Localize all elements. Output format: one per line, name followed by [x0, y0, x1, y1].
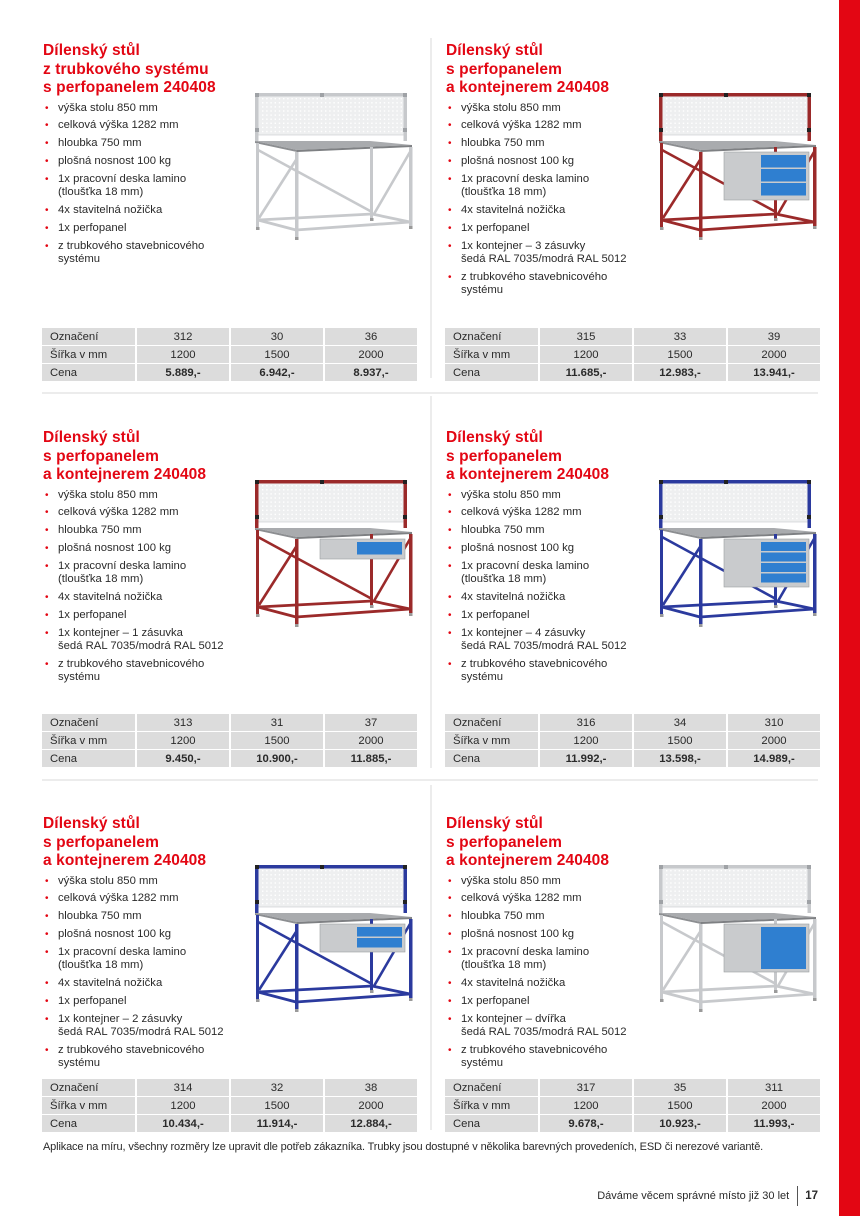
bullet-icon: • [448, 240, 452, 252]
table-cell: 315 [540, 328, 632, 345]
row-label: Označení [42, 714, 135, 731]
spec-text: z trubkového stavebnicového systému [58, 239, 205, 266]
table-cell: 1200 [540, 1097, 632, 1114]
table-cell: 1500 [634, 732, 726, 749]
table-cell: 313 [137, 714, 229, 731]
table-cell: 30 [231, 328, 323, 345]
spec-text: celková výška 1282 mm [58, 506, 179, 519]
bullet-icon: • [448, 1044, 452, 1056]
table-cell: 13.941,- [728, 364, 820, 381]
workbench-product-image [656, 862, 821, 1017]
spec-text: hloubka 750 mm [461, 910, 545, 923]
page-footer [597, 1186, 818, 1206]
bullet-icon: • [45, 102, 49, 114]
bullet-icon: • [448, 591, 452, 603]
spec-text: 1x pracovní deska lamino (tloušťka 18 mm) [461, 559, 590, 586]
spec-text: 4x stavitelná nožička [461, 203, 566, 216]
bullet-icon: • [45, 946, 49, 958]
bullet-icon: • [448, 173, 452, 185]
bullet-icon: • [448, 525, 452, 537]
bullet-icon: • [45, 138, 49, 150]
spec-text: 4x stavitelná nožička [461, 590, 566, 603]
bullet-icon: • [45, 875, 49, 887]
row-label: Šířka v mm [445, 346, 538, 363]
product-title: Dílenský stůl s perfopanelem a kontejnerem 240408 [446, 42, 610, 96]
spec-text: 1x kontejner – 1 zásuvka šedá RAL 7035/modrá RAL 5012 [58, 626, 224, 653]
bullet-icon: • [448, 609, 452, 621]
table-cell: 1500 [231, 1097, 323, 1114]
bullet-icon: • [448, 542, 452, 554]
bullet-icon: • [448, 893, 452, 905]
spec-text: 1x kontejner – dvířka šedá RAL 7035/modrá RAL 5012 [461, 1012, 627, 1039]
row-label: Označení [445, 328, 538, 345]
row-designation [42, 714, 417, 731]
bullet-icon: • [448, 946, 452, 958]
table-cell: 2000 [325, 732, 417, 749]
row-label: Šířka v mm [42, 346, 135, 363]
brand-side-bar [839, 0, 860, 1216]
table-cell: 10.900,- [231, 750, 323, 767]
spec-item [446, 271, 824, 298]
spec-text: 1x perfopanel [461, 994, 530, 1007]
bullet-icon: • [45, 1044, 49, 1056]
row-price [42, 364, 417, 381]
row-label: Označení [445, 1079, 538, 1096]
row-designation [445, 1079, 820, 1096]
customization-note: Aplikace na míru, všechny rozměry lze upravit dle potřeb zákazníka. Trubky jsou dostupné v několika barevných provedeních, ESD či nerezové variantě. [43, 1141, 764, 1153]
row-price [42, 750, 417, 767]
bullet-icon: • [448, 120, 452, 132]
spec-text: celková výška 1282 mm [58, 119, 179, 132]
row-label: Šířka v mm [445, 732, 538, 749]
row-price [445, 364, 820, 381]
spec-text: plošná nosnost 100 kg [461, 927, 575, 940]
table-cell: 11.992,- [540, 750, 632, 767]
bullet-icon: • [448, 875, 452, 887]
spec-text: plošná nosnost 100 kg [58, 927, 172, 940]
bullet-icon: • [45, 560, 49, 572]
footer-separator [797, 1186, 798, 1206]
spec-text: 1x perfopanel [461, 608, 530, 621]
bullet-icon: • [448, 204, 452, 216]
table-cell: 34 [634, 714, 726, 731]
spec-text: 1x perfopanel [58, 221, 127, 234]
spec-text: celková výška 1282 mm [461, 892, 582, 905]
spec-item [446, 658, 824, 685]
bullet-icon: • [448, 155, 452, 167]
table-cell: 5.889,- [137, 364, 229, 381]
spec-text: 1x pracovní deska lamino (tloušťka 18 mm) [58, 172, 187, 199]
row-label: Cena [445, 1115, 538, 1132]
spec-text: 4x stavitelná nožička [58, 976, 163, 989]
table-cell: 2000 [728, 732, 820, 749]
table-cell: 14.989,- [728, 750, 820, 767]
table-cell: 1500 [634, 346, 726, 363]
table-cell: 1200 [540, 732, 632, 749]
table-cell: 9.678,- [540, 1115, 632, 1132]
row-width [445, 732, 820, 749]
spec-text: plošná nosnost 100 kg [461, 541, 575, 554]
spec-text: výška stolu 850 mm [461, 874, 561, 887]
bullet-icon: • [45, 204, 49, 216]
bullet-icon: • [448, 911, 452, 923]
row-label: Cena [42, 364, 135, 381]
bullet-icon: • [448, 928, 452, 940]
spec-text: z trubkového stavebnicového systému [461, 270, 608, 297]
spec-text: 4x stavitelná nožička [461, 976, 566, 989]
bullet-icon: • [45, 240, 49, 252]
workbench-product-image [656, 477, 821, 632]
table-cell: 11.685,- [540, 364, 632, 381]
table-cell: 2000 [728, 1097, 820, 1114]
spec-text: hloubka 750 mm [58, 910, 142, 923]
table-cell: 11.993,- [728, 1115, 820, 1132]
bullet-icon: • [45, 542, 49, 554]
bullet-icon: • [448, 489, 452, 501]
workbench-product-image [252, 90, 417, 245]
row-designation [42, 1079, 417, 1096]
spec-text: výška stolu 850 mm [58, 488, 158, 501]
spec-text: výška stolu 850 mm [58, 101, 158, 114]
row-price [42, 1115, 417, 1132]
table-cell: 35 [634, 1079, 726, 1096]
bullet-icon: • [45, 911, 49, 923]
row-label: Cena [445, 750, 538, 767]
table-cell: 31 [231, 714, 323, 731]
bullet-icon: • [448, 627, 452, 639]
table-cell: 1500 [231, 346, 323, 363]
row-width [445, 1097, 820, 1114]
table-cell: 11.885,- [325, 750, 417, 767]
row-label: Cena [42, 1115, 135, 1132]
table-cell: 11.914,- [231, 1115, 323, 1132]
table-cell: 9.450,- [137, 750, 229, 767]
price-table [40, 1078, 419, 1133]
workbench-product-image [656, 90, 821, 245]
bullet-icon: • [448, 271, 452, 283]
spec-text: 4x stavitelná nožička [58, 590, 163, 603]
bullet-icon: • [448, 560, 452, 572]
table-cell: 6.942,- [231, 364, 323, 381]
bullet-icon: • [448, 658, 452, 670]
table-cell: 316 [540, 714, 632, 731]
bullet-icon: • [448, 995, 452, 1007]
table-cell: 1500 [634, 1097, 726, 1114]
spec-text: 1x kontejner – 2 zásuvky šedá RAL 7035/modrá RAL 5012 [58, 1012, 224, 1039]
workbench-product-image [252, 862, 417, 1017]
column-divider [430, 38, 432, 378]
price-table [443, 1078, 822, 1133]
table-cell: 310 [728, 714, 820, 731]
product-title: Dílenský stůl z trubkového systému s perfopanelem 240408 [43, 42, 216, 96]
bullet-icon: • [45, 893, 49, 905]
row-label: Označení [42, 328, 135, 345]
table-cell: 317 [540, 1079, 632, 1096]
spec-text: výška stolu 850 mm [461, 101, 561, 114]
spec-text: hloubka 750 mm [58, 137, 142, 150]
spec-text: z trubkového stavebnicového systému [461, 1043, 608, 1070]
spec-text: plošná nosnost 100 kg [461, 154, 575, 167]
spec-text: výška stolu 850 mm [58, 874, 158, 887]
spec-text: 1x pracovní deska lamino (tloušťka 18 mm) [461, 945, 590, 972]
column-divider [430, 396, 432, 768]
row-label: Cena [445, 364, 538, 381]
bullet-icon: • [45, 155, 49, 167]
table-cell: 8.937,- [325, 364, 417, 381]
spec-text: celková výška 1282 mm [461, 506, 582, 519]
spec-text: hloubka 750 mm [461, 524, 545, 537]
table-cell: 33 [634, 328, 726, 345]
spec-item [43, 658, 421, 685]
table-cell: 2000 [325, 1097, 417, 1114]
bullet-icon: • [45, 995, 49, 1007]
bullet-icon: • [45, 977, 49, 989]
spec-text: celková výška 1282 mm [58, 892, 179, 905]
row-divider [42, 779, 818, 781]
row-divider [42, 392, 818, 394]
table-cell: 38 [325, 1079, 417, 1096]
table-cell: 37 [325, 714, 417, 731]
spec-text: hloubka 750 mm [461, 137, 545, 150]
table-cell: 2000 [728, 346, 820, 363]
table-cell: 32 [231, 1079, 323, 1096]
row-price [445, 1115, 820, 1132]
bullet-icon: • [45, 627, 49, 639]
spec-text: z trubkového stavebnicového systému [58, 657, 205, 684]
row-price [445, 750, 820, 767]
row-label: Označení [445, 714, 538, 731]
footer-slogan: Dáváme věcem správné místo již 30 let [597, 1190, 790, 1202]
product-title: Dílenský stůl s perfopanelem a kontejnerem 240408 [43, 815, 207, 869]
column-divider [430, 785, 432, 1130]
table-cell: 312 [137, 328, 229, 345]
spec-text: hloubka 750 mm [58, 524, 142, 537]
table-cell: 1200 [540, 346, 632, 363]
bullet-icon: • [45, 507, 49, 519]
price-table [40, 327, 419, 382]
bullet-icon: • [45, 489, 49, 501]
table-cell: 10.434,- [137, 1115, 229, 1132]
bullet-icon: • [448, 102, 452, 114]
spec-text: plošná nosnost 100 kg [58, 541, 172, 554]
bullet-icon: • [448, 977, 452, 989]
bullet-icon: • [45, 658, 49, 670]
row-width [445, 346, 820, 363]
row-width [42, 732, 417, 749]
table-cell: 12.884,- [325, 1115, 417, 1132]
table-cell: 1200 [137, 1097, 229, 1114]
spec-text: 1x pracovní deska lamino (tloušťka 18 mm) [58, 945, 187, 972]
table-cell: 311 [728, 1079, 820, 1096]
price-table [443, 713, 822, 768]
spec-text: 1x kontejner – 3 zásuvky šedá RAL 7035/modrá RAL 5012 [461, 239, 627, 266]
table-cell: 13.598,- [634, 750, 726, 767]
bullet-icon: • [448, 507, 452, 519]
page-number: 17 [805, 1190, 818, 1202]
table-cell: 314 [137, 1079, 229, 1096]
row-width [42, 1097, 417, 1114]
bullet-icon: • [448, 138, 452, 150]
row-designation [42, 328, 417, 345]
price-table [443, 327, 822, 382]
spec-text: celková výška 1282 mm [461, 119, 582, 132]
spec-text: 1x perfopanel [58, 994, 127, 1007]
table-cell: 1200 [137, 346, 229, 363]
table-cell: 36 [325, 328, 417, 345]
table-cell: 39 [728, 328, 820, 345]
spec-text: z trubkového stavebnicového systému [58, 1043, 205, 1070]
row-width [42, 346, 417, 363]
table-cell: 1500 [231, 732, 323, 749]
bullet-icon: • [45, 173, 49, 185]
bullet-icon: • [45, 525, 49, 537]
spec-text: z trubkového stavebnicového systému [461, 657, 608, 684]
spec-text: 1x perfopanel [461, 221, 530, 234]
bullet-icon: • [45, 591, 49, 603]
bullet-icon: • [448, 222, 452, 234]
row-designation [445, 328, 820, 345]
bullet-icon: • [448, 1013, 452, 1025]
product-title: Dílenský stůl s perfopanelem a kontejnerem 240408 [446, 815, 610, 869]
spec-text: výška stolu 850 mm [461, 488, 561, 501]
table-cell: 10.923,- [634, 1115, 726, 1132]
row-label: Šířka v mm [445, 1097, 538, 1114]
row-label: Cena [42, 750, 135, 767]
bullet-icon: • [45, 928, 49, 940]
price-table [40, 713, 419, 768]
spec-text: 1x perfopanel [58, 608, 127, 621]
workbench-product-image [252, 477, 417, 632]
product-title: Dílenský stůl s perfopanelem a kontejnerem 240408 [446, 429, 610, 483]
bullet-icon: • [45, 120, 49, 132]
spec-text: 1x pracovní deska lamino (tloušťka 18 mm) [461, 172, 590, 199]
row-label: Označení [42, 1079, 135, 1096]
bullet-icon: • [45, 1013, 49, 1025]
bullet-icon: • [45, 222, 49, 234]
table-cell: 1200 [137, 732, 229, 749]
spec-text: 4x stavitelná nožička [58, 203, 163, 216]
spec-text: 1x kontejner – 4 zásuvky šedá RAL 7035/modrá RAL 5012 [461, 626, 627, 653]
spec-text: plošná nosnost 100 kg [58, 154, 172, 167]
bullet-icon: • [45, 609, 49, 621]
row-label: Šířka v mm [42, 732, 135, 749]
row-designation [445, 714, 820, 731]
spec-item [446, 1044, 824, 1071]
spec-text: 1x pracovní deska lamino (tloušťka 18 mm) [58, 559, 187, 586]
spec-item [43, 1044, 421, 1071]
table-cell: 2000 [325, 346, 417, 363]
table-cell: 12.983,- [634, 364, 726, 381]
product-title: Dílenský stůl s perfopanelem a kontejnerem 240408 [43, 429, 207, 483]
row-label: Šířka v mm [42, 1097, 135, 1114]
